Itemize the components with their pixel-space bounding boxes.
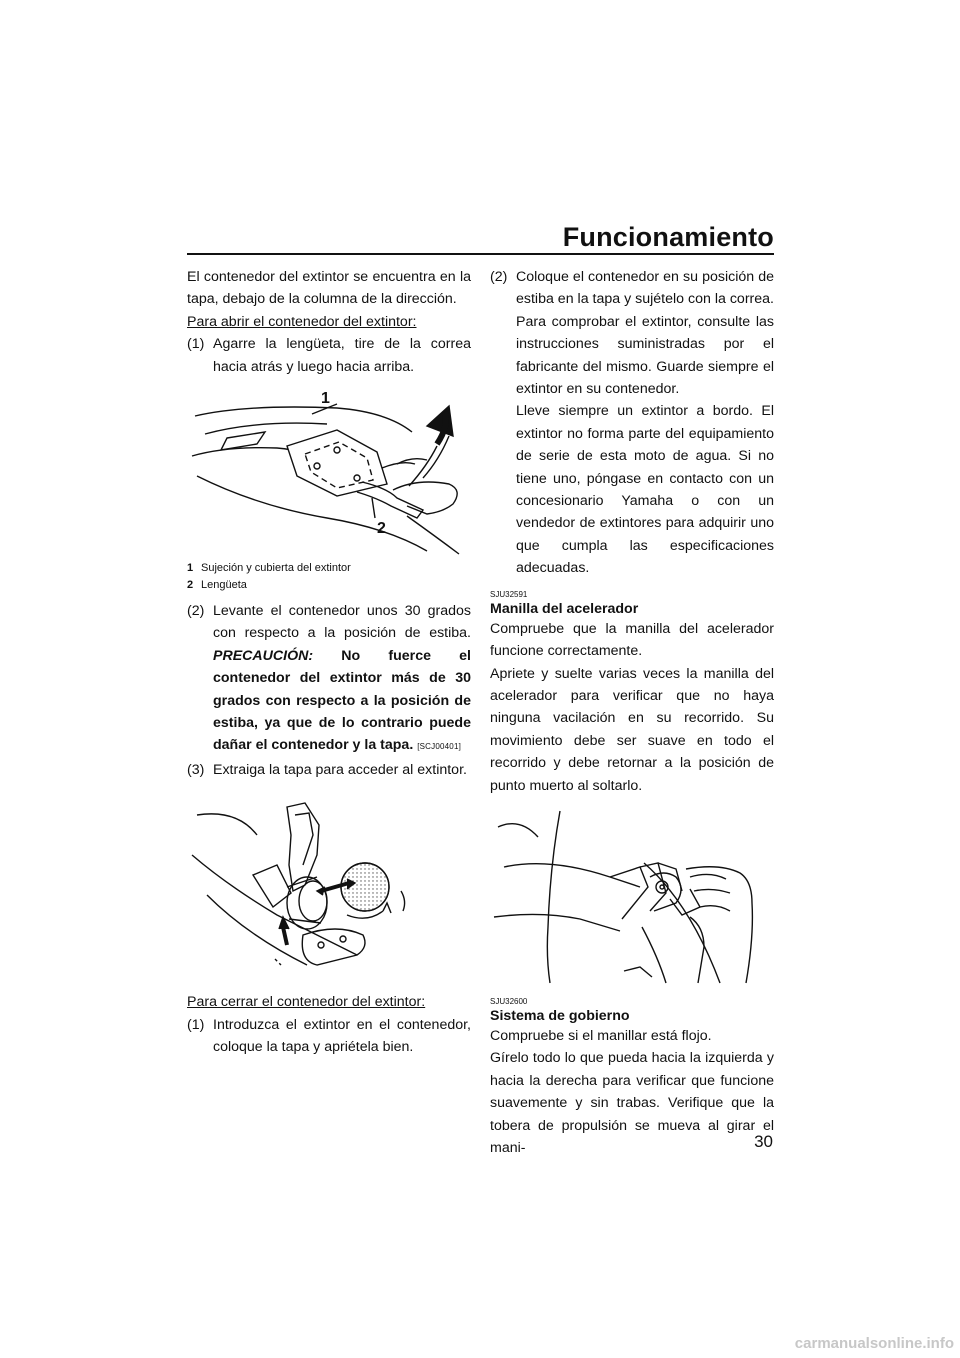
callout-2: 2 <box>377 520 386 538</box>
strap-illustration <box>187 386 471 556</box>
throttle-paragraph-1: Compruebe que la manilla del acelerador funcione correctamente. <box>490 620 774 660</box>
step-number: (1) <box>187 1016 205 1033</box>
figure-extinguisher-cap <box>187 795 471 975</box>
page-title: Funcionamiento <box>562 222 774 252</box>
legend-item: 2 Lengüeta <box>187 579 247 592</box>
steering-paragraph-2: Gírelo todo lo que pueda hacia la izquierda y hacia la derecha para verificar que funcione suavemente y sin trabas. Verifique que la tobera de propulsión se mueva al girar el mani- <box>490 1050 774 1156</box>
callout-1: 1 <box>321 390 330 408</box>
close-step-1 <box>187 1014 471 1059</box>
caution-code: [SCJ00401] <box>417 742 462 752</box>
caution-label: PRECAUCIÓN: <box>213 647 314 664</box>
intro-paragraph: El contenedor del extintor se encuentra en la tapa, debajo de la columna de la dirección. <box>187 269 471 308</box>
cap-illustration <box>187 795 471 975</box>
right-column <box>490 266 774 1159</box>
figure-extinguisher-strap <box>187 386 471 556</box>
section-code: SJU32600 <box>490 996 528 1006</box>
page-number: 30 <box>754 1132 773 1151</box>
step-text: Extraiga la tapa para acceder al extintor. <box>213 761 467 778</box>
figure-legend <box>187 560 471 594</box>
open-step-2 <box>187 600 471 759</box>
step-text: Introduzca el extintor en el contenedor, coloque la tapa y apriétela bien. <box>213 1016 471 1056</box>
steering-paragraph-1: Compruebe si el manillar está flojo. <box>490 1027 712 1044</box>
step-number: (2) <box>187 603 205 620</box>
left-column <box>187 266 471 1059</box>
caution-text: No fuerce el contenedor del extintor más de 30 grados con respecto a la posición de estiba, ya que de lo contrario puede dañar el contenedor y la tapa. <box>213 647 471 754</box>
title-rule <box>187 253 774 255</box>
step-number: (3) <box>187 761 205 778</box>
step-text: Coloque el contenedor en su posición de estiba en la tapa y sujételo con la correa. Para comprobar el extintor, consulte las instrucciones suministradas por el fabricante del mismo. Guarde siempre el extintor en su contenedor. <box>516 269 774 398</box>
steering-heading: Sistema de gobierno <box>490 1007 630 1024</box>
legend-item: 1 Sujeción y cubierta del extintor <box>187 562 351 575</box>
open-heading: Para abrir el contenedor del extintor: <box>187 313 417 330</box>
section-code: SJU32591 <box>490 589 528 599</box>
throttle-paragraph-2: Apriete y suelte varias veces la manilla del acelerador para verificar que no haya ninguna vacilación en su recorrido. Su movimiento debe ser suave en todo el recorrido y debe retornar a la posición de punto muerto al soltarlo. <box>490 665 774 794</box>
step-number: (2) <box>490 269 508 285</box>
open-step-1 <box>187 333 471 378</box>
step-number: (1) <box>187 336 205 353</box>
throttle-heading: Manilla del acelerador <box>490 600 639 617</box>
extinguisher-note: Lleve siempre un extintor a bordo. El extintor no forma parte del equipamiento de serie de esta moto de agua. Si no tiene uno, póngase en contacto con un concesionario Yamaha o con un vendedor de extintores para adquirir uno que cumpla las especificaciones adecuadas. <box>516 403 774 577</box>
figure-throttle-lever <box>490 807 774 987</box>
step-text: Agarre la lengüeta, tire de la correa hacia atrás y luego hacia arriba. <box>213 336 471 375</box>
close-heading: Para cerrar el contenedor del extintor: <box>187 994 426 1011</box>
step-text: Levante el contenedor unos 30 grados con respecto a la posición de estiba. PRECAUCIÓN: No fuerce el contenedor del extintor más de 30 grados con respecto a la posición de estiba, ya que de lo contrario puede dañar el contenedor y la tapa. [SCJ00401] <box>213 603 471 754</box>
close-step-2 <box>490 266 774 400</box>
open-step-3 <box>187 759 471 781</box>
throttle-illustration <box>490 807 774 987</box>
watermark: carmanualsonline.info <box>794 1335 954 1352</box>
